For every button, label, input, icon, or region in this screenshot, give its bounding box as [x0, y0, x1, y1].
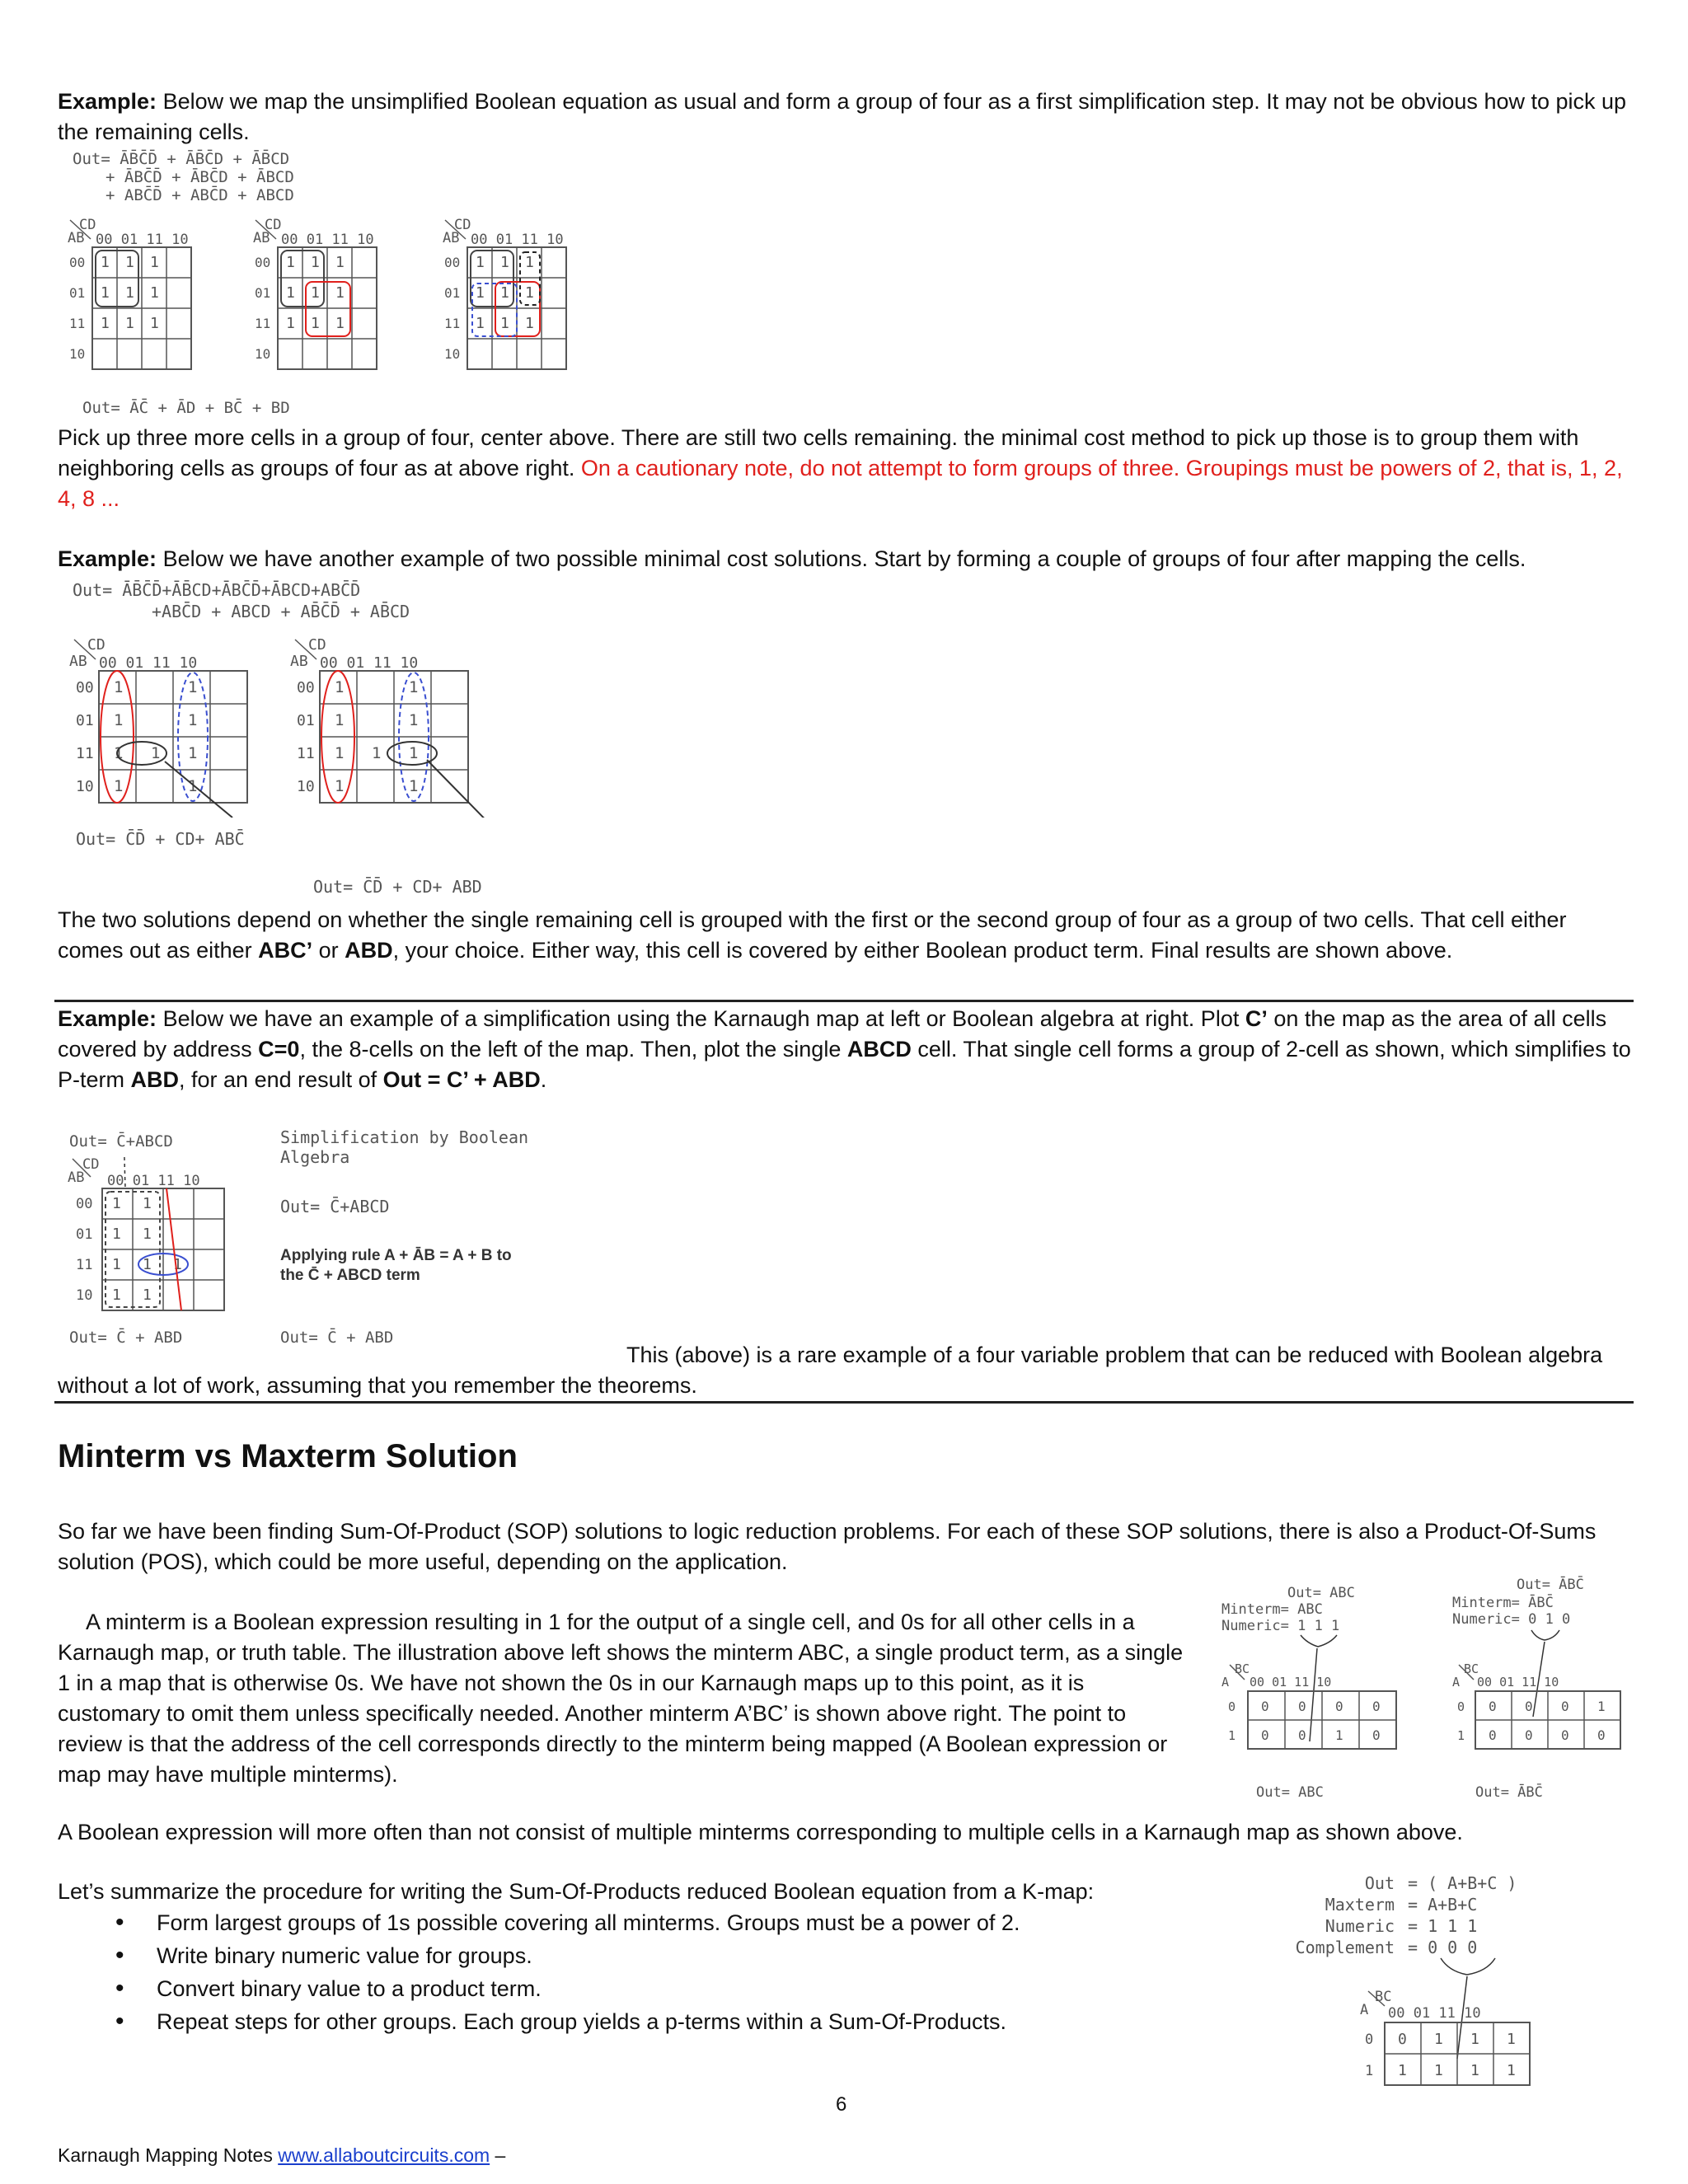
example3-kmap: [66, 1155, 247, 1320]
svg-text:01: 01: [255, 285, 271, 301]
list-item: • Form largest groups of 1s possible covering all minterms. Groups must be a power of 2.: [115, 1906, 1253, 1939]
svg-text:0: 0: [1457, 1699, 1465, 1714]
kmap-5: [290, 636, 540, 818]
svg-text:CD: CD: [87, 636, 106, 654]
svg-text:1: 1: [1470, 2062, 1479, 2079]
minterm-figure-2: [1451, 1572, 1657, 1803]
svg-text:00: 00: [69, 255, 86, 270]
svg-text:A: A: [1452, 1675, 1461, 1690]
svg-text:BC: BC: [1235, 1661, 1250, 1676]
svg-text:00 01 11 10: 00 01 11 10: [281, 232, 374, 248]
svg-text:1: 1: [1470, 2031, 1479, 2048]
example2-equation: Out= ĀB̄C̄D̄+ĀB̄CD+ĀBC̄D̄+ĀBCD+ABC̄D̄ +ABC̄D + ABCD + AB̄C̄D̄ + AB̄CD: [73, 580, 410, 621]
svg-text:00 01 11 10: 00 01 11 10: [1477, 1675, 1559, 1690]
example2-result-b: Out= C̄D̄ + CD+ ABD: [313, 877, 482, 897]
svg-text:BC: BC: [1375, 1989, 1392, 2005]
svg-text:= 0 0 0: = 0 0 0: [1408, 1938, 1478, 1957]
svg-text:1: 1: [286, 284, 295, 302]
svg-text:01: 01: [69, 285, 86, 301]
example1-kmaps: [66, 216, 626, 385]
svg-text:1: 1: [311, 254, 320, 271]
svg-text:1: 1: [335, 284, 345, 302]
svg-text:Out= ABC: Out= ABC: [1287, 1585, 1355, 1601]
svg-text:00 01 11 10: 00 01 11 10: [96, 232, 189, 248]
svg-text:1: 1: [125, 315, 134, 332]
svg-text:1: 1: [311, 315, 320, 332]
svg-text:1: 1: [1228, 1728, 1236, 1743]
svg-text:1: 1: [1335, 1727, 1343, 1743]
kmap-1: [68, 217, 191, 369]
boolean-algebra-result: Out= C̄ + ABD: [280, 1329, 394, 1347]
multiple-minterms-paragraph: A Boolean expression will more often than not consist of multiple minterms corresponding to multiple cells in a Karnaugh map as shown above.: [58, 1820, 1463, 1844]
svg-text:1: 1: [1507, 2062, 1516, 2079]
svg-text:0: 0: [1228, 1699, 1236, 1714]
svg-text:1: 1: [112, 1256, 121, 1273]
svg-text:= 1 1 1: = 1 1 1: [1408, 1916, 1478, 1936]
svg-text:11: 11: [255, 316, 271, 331]
svg-text:= A+B+C: = A+B+C: [1408, 1895, 1478, 1915]
svg-text:1: 1: [143, 1256, 152, 1273]
svg-text:AB: AB: [290, 653, 308, 670]
svg-text:0: 0: [1335, 1699, 1343, 1714]
svg-text:AB: AB: [69, 653, 87, 670]
svg-text:11: 11: [69, 316, 86, 331]
svg-text:00: 00: [444, 255, 461, 270]
svg-text:0: 0: [1298, 1699, 1306, 1714]
svg-text:1: 1: [311, 284, 320, 302]
svg-text:1: 1: [409, 678, 419, 696]
svg-text:1: 1: [125, 284, 134, 302]
svg-text:AB: AB: [68, 1169, 85, 1186]
svg-text:CD: CD: [454, 217, 471, 233]
example1-result: Out= ĀC̄ + ĀD + BC̄ + BD: [82, 399, 290, 417]
svg-text:Minterm= ĀBC̄: Minterm= ĀBC̄: [1452, 1595, 1554, 1611]
svg-text:1: 1: [101, 315, 110, 332]
svg-text:0: 0: [1597, 1727, 1606, 1743]
svg-text:CD: CD: [79, 217, 96, 233]
svg-text:Out= ĀBC̄: Out= ĀBC̄: [1517, 1577, 1584, 1593]
svg-text:1: 1: [143, 1286, 152, 1304]
svg-text:0: 0: [1261, 1699, 1269, 1714]
svg-text:1: 1: [525, 315, 534, 332]
svg-text:1: 1: [125, 254, 134, 271]
svg-text:AB: AB: [443, 230, 460, 246]
svg-text:AB: AB: [68, 230, 85, 246]
svg-text:01: 01: [444, 285, 461, 301]
procedure-list: [115, 1906, 1253, 2038]
svg-text:1: 1: [112, 1286, 121, 1304]
svg-text:1: 1: [188, 711, 198, 729]
svg-text:Maxterm: Maxterm: [1325, 1895, 1395, 1915]
svg-text:01: 01: [297, 712, 315, 729]
svg-text:1: 1: [188, 777, 198, 795]
svg-text:BC: BC: [1464, 1661, 1479, 1676]
svg-text:1: 1: [1434, 2031, 1443, 2048]
svg-text:1: 1: [409, 744, 419, 762]
svg-text:0: 0: [1365, 2032, 1374, 2048]
svg-text:00: 00: [76, 1196, 93, 1212]
example2-result-a: Out= C̄D̄ + CD+ ABC̄: [76, 829, 245, 849]
svg-text:1: 1: [286, 254, 295, 271]
svg-text:1: 1: [335, 711, 345, 729]
svg-text:Out= ĀBC̄: Out= ĀBC̄: [1475, 1784, 1543, 1801]
svg-text:00 01 11 10: 00 01 11 10: [107, 1173, 200, 1189]
page-number: 6: [836, 2093, 847, 2116]
svg-text:1: 1: [112, 1195, 121, 1212]
svg-text:1: 1: [525, 254, 534, 271]
svg-text:0: 0: [1489, 1727, 1497, 1743]
footer-link[interactable]: www.allaboutcircuits.com: [278, 2144, 490, 2166]
svg-text:10: 10: [69, 346, 86, 362]
svg-text:1: 1: [1365, 2063, 1374, 2079]
svg-text:01: 01: [76, 1226, 93, 1243]
svg-text:1: 1: [188, 678, 198, 696]
list-item: • Repeat steps for other groups. Each group yields a p-terms within a Sum-Of-Products.: [115, 2005, 1253, 2038]
svg-text:00: 00: [297, 679, 315, 696]
maxterm-figure: [1292, 1869, 1589, 2108]
svg-text:0: 0: [1372, 1699, 1381, 1714]
svg-text:1: 1: [476, 315, 485, 332]
svg-text:00 01 11 10: 00 01 11 10: [1250, 1675, 1332, 1690]
section-heading: Minterm vs Maxterm Solution: [58, 1438, 518, 1474]
example3-map-result: Out= C̄ + ABD: [69, 1329, 183, 1347]
svg-text:0: 0: [1561, 1699, 1569, 1714]
svg-text:1: 1: [150, 254, 159, 271]
example2-text: Example: Below we have another example of two possible minimal cost solutions. Start by forming a couple of groups of four after mapping the cells.: [58, 546, 1526, 571]
svg-text:1: 1: [1398, 2062, 1407, 2079]
svg-text:CD: CD: [82, 1156, 100, 1173]
svg-text:1: 1: [101, 254, 110, 271]
svg-text:CD: CD: [265, 217, 282, 233]
rare-example-text-1: This (above) is a rare example of a four variable problem that can be reduced with Boolean algebra: [626, 1343, 1603, 1367]
svg-text:00 01 11 10: 00 01 11 10: [320, 654, 419, 672]
example2-kmaps: [68, 636, 562, 818]
svg-text:0: 0: [1525, 1727, 1533, 1743]
svg-text:1: 1: [335, 315, 345, 332]
kmap-4: [69, 636, 247, 803]
svg-text:10: 10: [76, 1287, 93, 1304]
svg-text:1: 1: [112, 1226, 121, 1243]
footer: Karnaugh Mapping Notes www.allaboutcircuits.com –: [58, 2144, 506, 2166]
svg-text:Complement: Complement: [1295, 1938, 1395, 1957]
svg-text:1: 1: [188, 744, 198, 762]
two-solutions-paragraph: The two solutions depend on whether the single remaining cell is grouped with the first or the second group of four as a group of two cells. That cell either comes out as either ABC’ or ABD, your choice. Either way, this cell is covered by either Boolean product term. Final results are shown above.: [58, 907, 1567, 963]
example3-text: Example: Below we have an example of a simplification using the Karnaugh map at left or Boolean algebra at right. Plot C’ on the map as the area of all cells covered by address C=0, the 8-cells on the left of the map. Then, plot the single ABCD cell. That single cell forms a group of 2-cell as shown, which simplifies to P-term ABD, for an end result of Out = C’ + ABD.: [58, 1006, 1631, 1092]
svg-text:1: 1: [114, 711, 124, 729]
svg-text:10: 10: [297, 778, 315, 795]
svg-text:00: 00: [255, 255, 271, 270]
pick-up-paragraph: Pick up three more cells in a group of four, center above. There are still two cells remaining. the minimal cost method to pick up those is to group them with neighboring cells as groups of four as at above right. On a cautionary note, do not attempt to form groups of three. Groupings must be powers of 2, that is, 1, 2, 4, 8 ...: [58, 425, 1623, 511]
list-item: • Write binary numeric value for groups.: [115, 1939, 1253, 1972]
svg-text:1: 1: [372, 744, 382, 762]
svg-text:1: 1: [476, 284, 485, 302]
svg-text:10: 10: [444, 346, 461, 362]
svg-text:1: 1: [150, 284, 159, 302]
svg-text:11: 11: [76, 745, 94, 762]
svg-text:01: 01: [76, 712, 94, 729]
svg-text:Numeric: Numeric: [1325, 1916, 1395, 1936]
svg-text:1: 1: [409, 711, 419, 729]
svg-text:1: 1: [335, 678, 345, 696]
svg-text:1: 1: [151, 744, 161, 762]
svg-text:Out= ABC: Out= ABC: [1256, 1784, 1324, 1801]
minterm-figure-1: [1215, 1581, 1429, 1803]
svg-text:1: 1: [150, 315, 159, 332]
svg-text:A: A: [1360, 2002, 1369, 2018]
svg-text:1: 1: [143, 1195, 152, 1212]
svg-text:1: 1: [335, 254, 345, 271]
svg-text:1: 1: [173, 1256, 182, 1273]
svg-text:10: 10: [76, 778, 94, 795]
svg-text:1: 1: [114, 744, 124, 762]
svg-text:1: 1: [114, 777, 124, 795]
svg-text:1: 1: [500, 315, 509, 332]
example1-text: Example: Below we map the unsimplified Boolean equation as usual and form a group of four as a first simplification step. It may not be obvious how to pick up the remaining cells.: [58, 89, 1627, 144]
example3-map-equation: Out= C̄+ABCD: [69, 1132, 173, 1151]
kmap-2: [253, 217, 377, 369]
svg-text:00: 00: [76, 679, 94, 696]
svg-text:0: 0: [1372, 1727, 1381, 1743]
svg-text:10: 10: [255, 346, 271, 362]
svg-text:11: 11: [76, 1257, 93, 1273]
svg-text:CD: CD: [308, 636, 326, 654]
svg-text:1: 1: [143, 1226, 152, 1243]
svg-text:00 01 11 10: 00 01 11 10: [1388, 2005, 1481, 2022]
boolean-algebra-block: Simplification by Boolean Algebra Out= C̄+ABCD Applying rule A + ĀB = A + B to the C̄ + ABCD term: [280, 1127, 529, 1284]
svg-text:Minterm= ABC: Minterm= ABC: [1221, 1601, 1323, 1618]
svg-text:1: 1: [1597, 1699, 1606, 1714]
svg-text:00 01 11 10: 00 01 11 10: [99, 654, 198, 672]
svg-text:0: 0: [1398, 2031, 1407, 2048]
example1-equation: Out= ĀB̄C̄D̄ + ĀB̄C̄D + ĀB̄CD + ĀBC̄D̄ + ĀBC̄D + ĀBCD + ABC̄D̄ + ABC̄D + ABCD: [73, 150, 294, 204]
svg-text:0: 0: [1525, 1699, 1533, 1714]
svg-text:Numeric= 0 1 0: Numeric= 0 1 0: [1452, 1611, 1571, 1628]
svg-text:Numeric= 1 1 1: Numeric= 1 1 1: [1221, 1618, 1340, 1634]
svg-text:0: 0: [1261, 1727, 1269, 1743]
svg-text:A: A: [1221, 1675, 1230, 1690]
svg-text:1: 1: [335, 777, 345, 795]
svg-text:1: 1: [525, 284, 534, 302]
top-rule: [54, 1000, 1634, 1002]
svg-text:11: 11: [297, 745, 315, 762]
svg-text:11: 11: [444, 316, 461, 331]
svg-text:AB: AB: [253, 230, 270, 246]
svg-text:1: 1: [1457, 1728, 1465, 1743]
svg-text:1: 1: [114, 678, 124, 696]
list-item: • Convert binary value to a product term.: [115, 1972, 1253, 2005]
svg-text:= ( A+B+C ): = ( A+B+C ): [1408, 1873, 1517, 1893]
svg-text:1: 1: [476, 254, 485, 271]
sop-paragraph: So far we have been finding Sum-Of-Product (SOP) solutions to logic reduction problems. For each of these SOP solutions, there is also a Product-Of-Sums solution (POS), which could be more useful, depending on the application.: [58, 1519, 1597, 1574]
svg-text:1: 1: [1507, 2031, 1516, 2048]
svg-text:0: 0: [1298, 1727, 1306, 1743]
kmap-3: [443, 217, 566, 369]
minterm-paragraph: A minterm is a Boolean expression resulting in 1 for the output of a single cell, and 0s for all other cells in a Karnaugh map, or truth table. The illustration above left shows the minterm ABC, a single product term, as a single 1 in a map that is otherwise 0s. We have not shown the 0s in our Karnaugh maps up to this point, as it is customary to omit them unless specifically needed. Another minterm A’BC’ is shown above right. The point to review is that the address of the cell corresponds directly to the minterm being mapped (A Boolean expression or map may have multiple minterms).: [58, 1610, 1184, 1787]
svg-text:1: 1: [286, 315, 295, 332]
svg-text:0: 0: [1561, 1727, 1569, 1743]
svg-text:1: 1: [335, 744, 345, 762]
svg-text:1: 1: [1434, 2062, 1443, 2079]
summary-intro: Let’s summarize the procedure for writing the Sum-Of-Products reduced Boolean equation from a K-map:: [58, 1879, 1095, 1904]
bottom-rule: [54, 1401, 1634, 1404]
svg-text:0: 0: [1489, 1699, 1497, 1714]
rare-example-text-2: without a lot of work, assuming that you remember the theorems.: [58, 1373, 697, 1398]
svg-text:1: 1: [500, 284, 509, 302]
svg-text:1: 1: [500, 254, 509, 271]
svg-text:1: 1: [409, 777, 419, 795]
svg-text:Out: Out: [1364, 1873, 1395, 1893]
svg-text:1: 1: [101, 284, 110, 302]
svg-text:00 01 11 10: 00 01 11 10: [471, 232, 564, 248]
